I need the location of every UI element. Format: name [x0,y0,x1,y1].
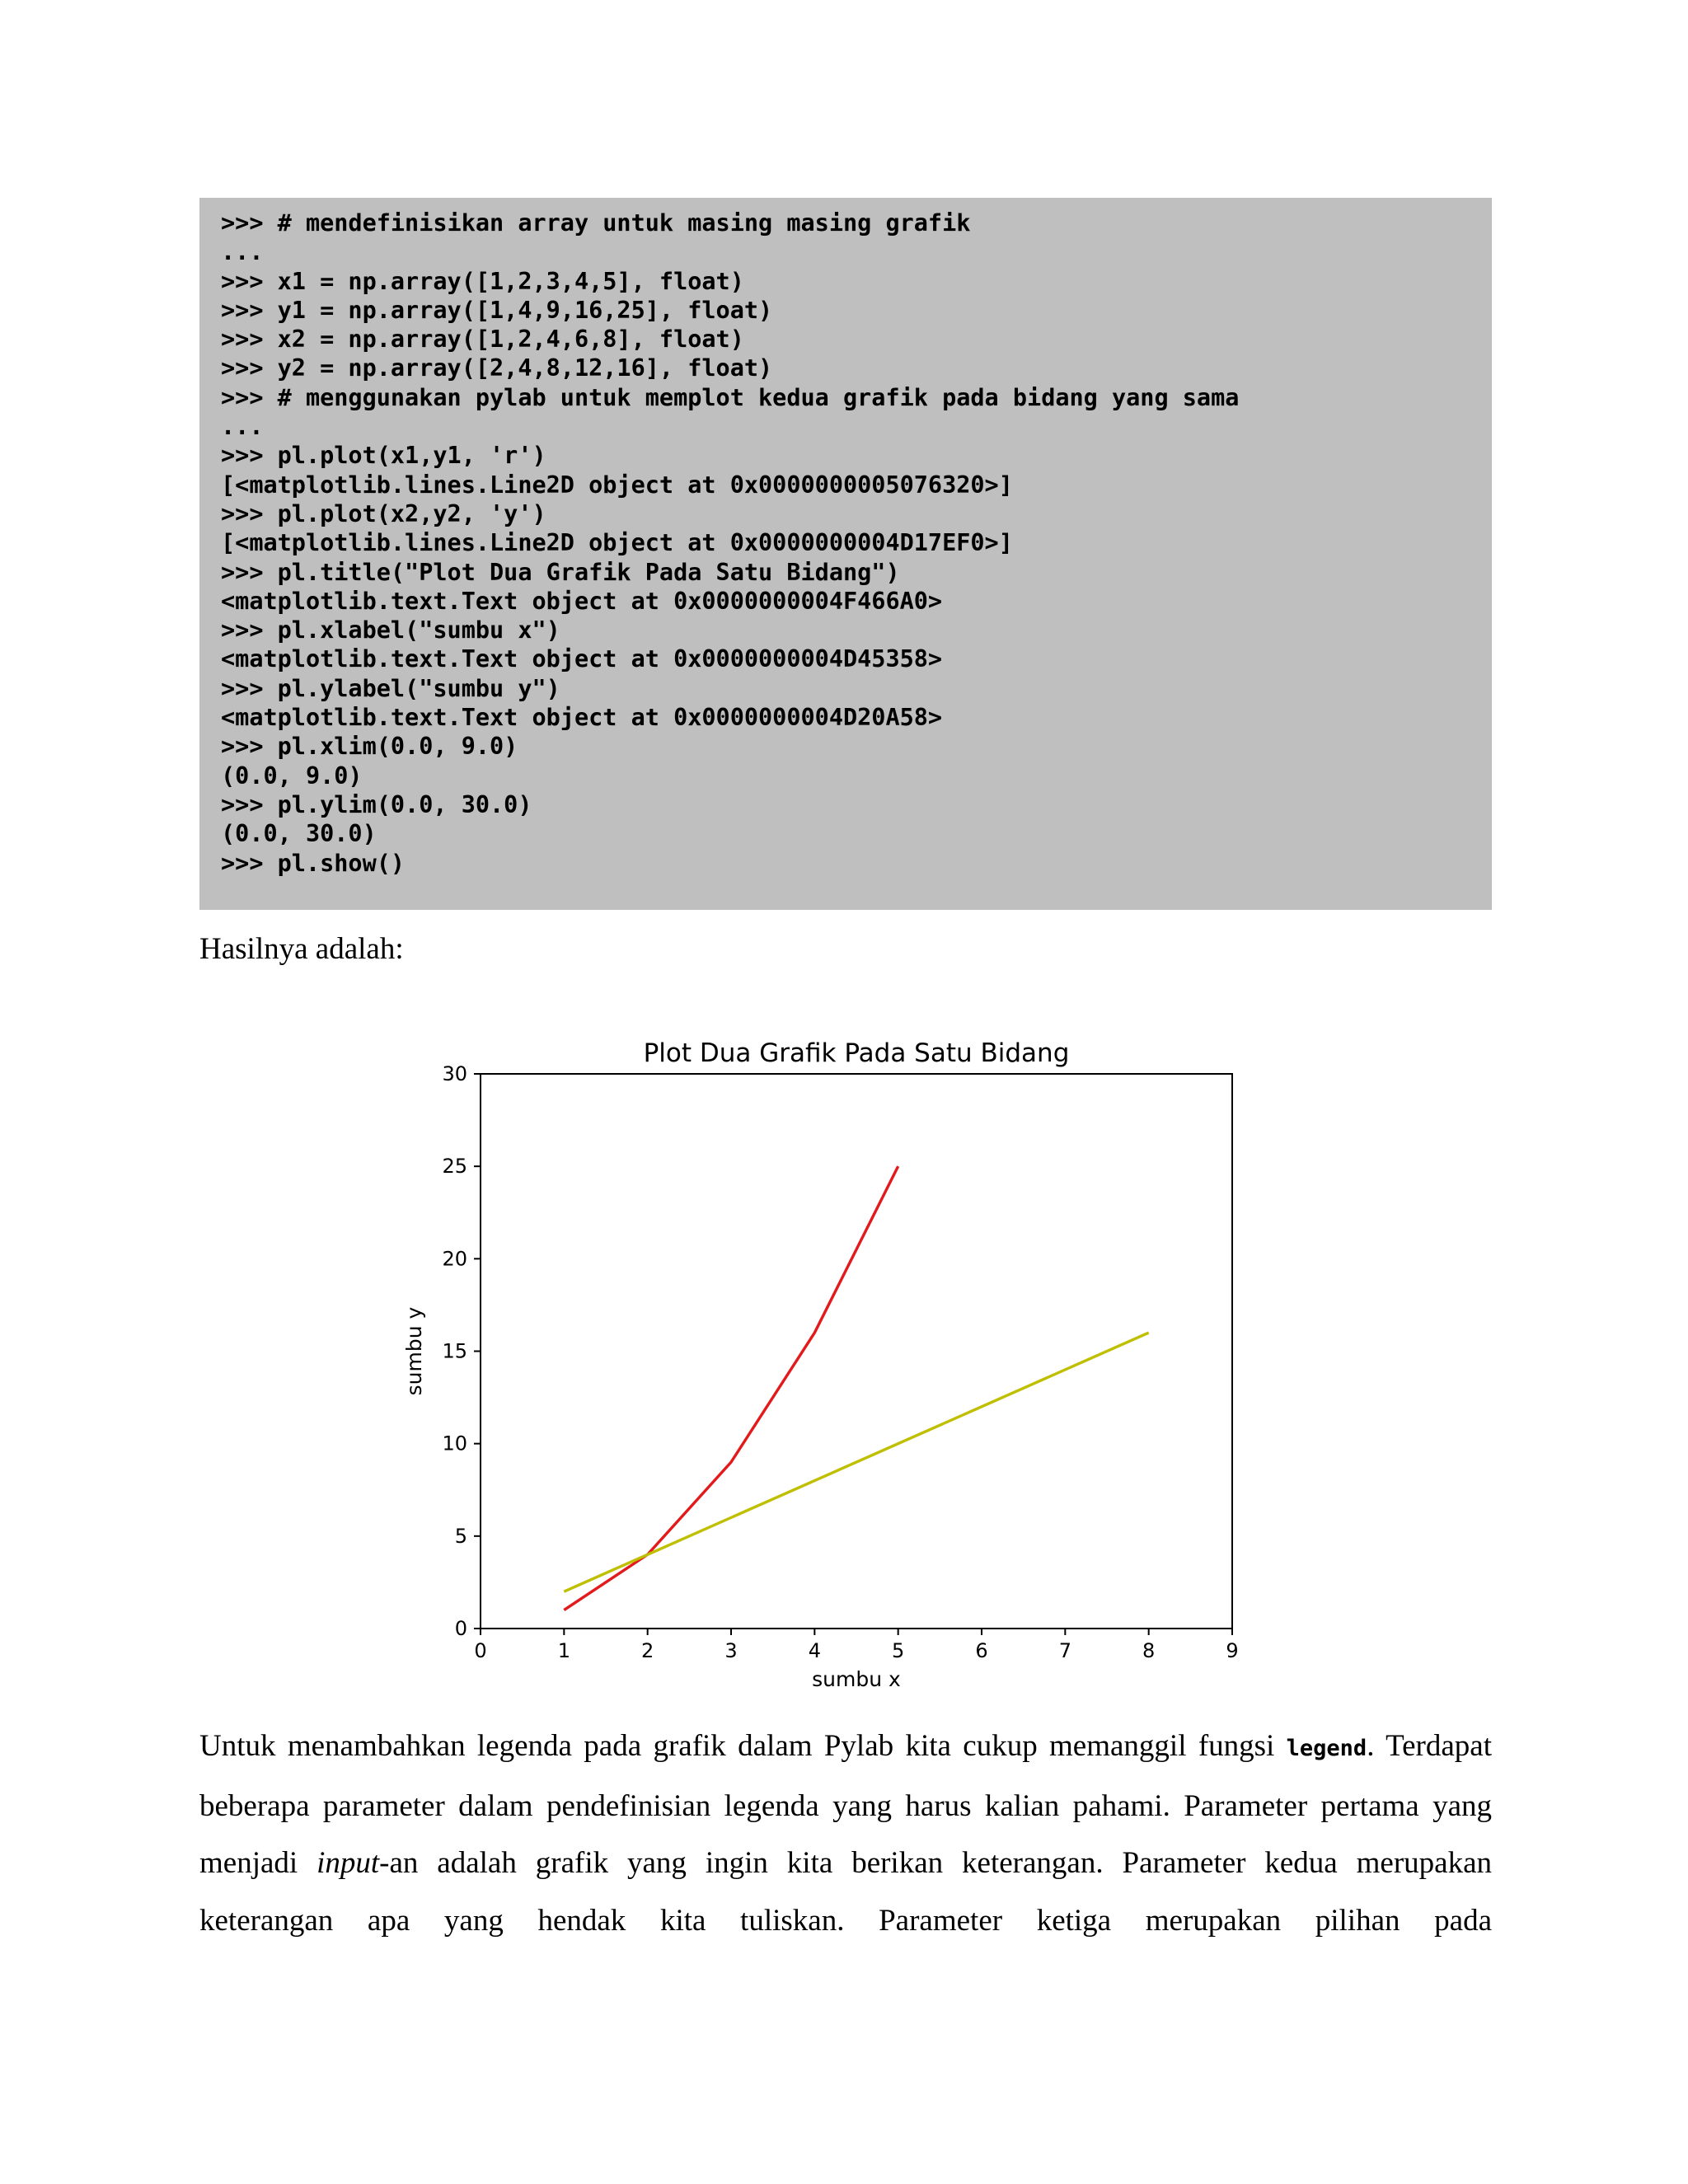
code-block [199,198,1492,910]
chart-svg [387,1024,1245,1708]
x-tick-label: 3 [724,1639,738,1662]
x-tick-label: 9 [1226,1639,1239,1662]
paragraph-italic-input: input [316,1846,380,1880]
x-tick-label: 0 [474,1639,487,1662]
code-line: >>> pl.xlabel("sumbu x") [221,616,560,644]
intro-text: Hasilnya adalah: [199,932,404,966]
y-tick-label: 0 [454,1617,467,1640]
x-tick-label: 8 [1142,1639,1156,1662]
x-tick-label: 4 [808,1639,821,1662]
code-line: >>> # menggunakan pylab untuk memplot kedua grafik pada bidang yang sama [221,383,1240,411]
code-line: (0.0, 30.0) [221,820,377,848]
code-line: >>> pl.show() [221,849,406,877]
y-tick-label: 20 [442,1247,467,1271]
y-axis-label: sumbu y [402,1306,426,1396]
code-line: <matplotlib.text.Text object at 0x0000000004D45358> [221,645,943,673]
y-tick-label: 5 [454,1524,467,1548]
code-line: >>> pl.ylim(0.0, 30.0) [221,790,532,818]
axis-ticks [442,1062,1238,1662]
code-line: >>> y2 = np.array([2,4,8,12,16], float) [221,354,773,382]
x-tick-label: 2 [641,1639,654,1662]
x-tick-label: 1 [557,1639,570,1662]
code-line: >>> x2 = np.array([1,2,4,6,8], float) [221,326,744,354]
code-line: >>> pl.ylabel("sumbu y") [221,674,560,702]
code-line: [<matplotlib.lines.Line2D object at 0x0000000004D17EF0>] [221,529,1013,557]
plot-frame [481,1074,1232,1629]
y-tick-label: 10 [442,1432,467,1455]
code-line: >>> y1 = np.array([1,4,9,16,25], float) [221,296,773,324]
x-axis-label: sumbu x [812,1667,901,1691]
code-line: ... [221,413,264,441]
x-tick-label: 7 [1058,1639,1071,1662]
code-line: ... [221,238,264,266]
inline-code-legend: legend [1286,1736,1367,1761]
body-paragraph [199,1718,1492,1949]
paragraph-text-1: Untuk menambahkan legenda pada grafik dalam Pylab kita cukup memanggil fungsi [199,1729,1287,1763]
code-line: >>> pl.plot(x1,y1, 'r') [221,442,546,470]
chart-title: Plot Dua Grafik Pada Satu Bidang [643,1038,1070,1068]
series-line-1 [564,1166,898,1610]
series-line-2 [564,1333,1148,1591]
code-line: >>> pl.plot(x2,y2, 'y') [221,499,546,527]
code-line: >>> pl.title("Plot Dua Grafik Pada Satu Bidang") [221,558,900,586]
paragraph-text-2: . Terdapat beberapa parameter dalam pendefinisian legenda yang harus kalian pahami. Parameter pertama yang menjadi [199,1729,1492,1880]
data-series [564,1166,1148,1610]
paragraph-text-3: -an adalah grafik yang ingin kita berikan keterangan. Parameter kedua merupakan keterangan apa yang hendak kita tuliskan. Parameter ketiga merupakan pilihan pada [199,1846,1492,1938]
x-tick-label: 6 [975,1639,988,1662]
code-line: <matplotlib.text.Text object at 0x0000000004D20A58> [221,704,943,732]
y-tick-label: 25 [442,1155,467,1179]
x-tick-label: 5 [892,1639,905,1662]
code-line: [<matplotlib.lines.Line2D object at 0x0000000005076320>] [221,471,1013,499]
code-line: >>> # mendefinisikan array untuk masing masing grafik [221,209,971,237]
y-tick-label: 30 [442,1062,467,1085]
code-line: (0.0, 9.0) [221,762,363,790]
code-line: <matplotlib.text.Text object at 0x0000000004F466A0> [221,587,943,615]
code-line: >>> pl.xlim(0.0, 9.0) [221,733,518,761]
line-chart [387,1024,1245,1708]
code-line: >>> x1 = np.array([1,2,3,4,5], float) [221,267,744,295]
y-tick-label: 15 [442,1339,467,1363]
